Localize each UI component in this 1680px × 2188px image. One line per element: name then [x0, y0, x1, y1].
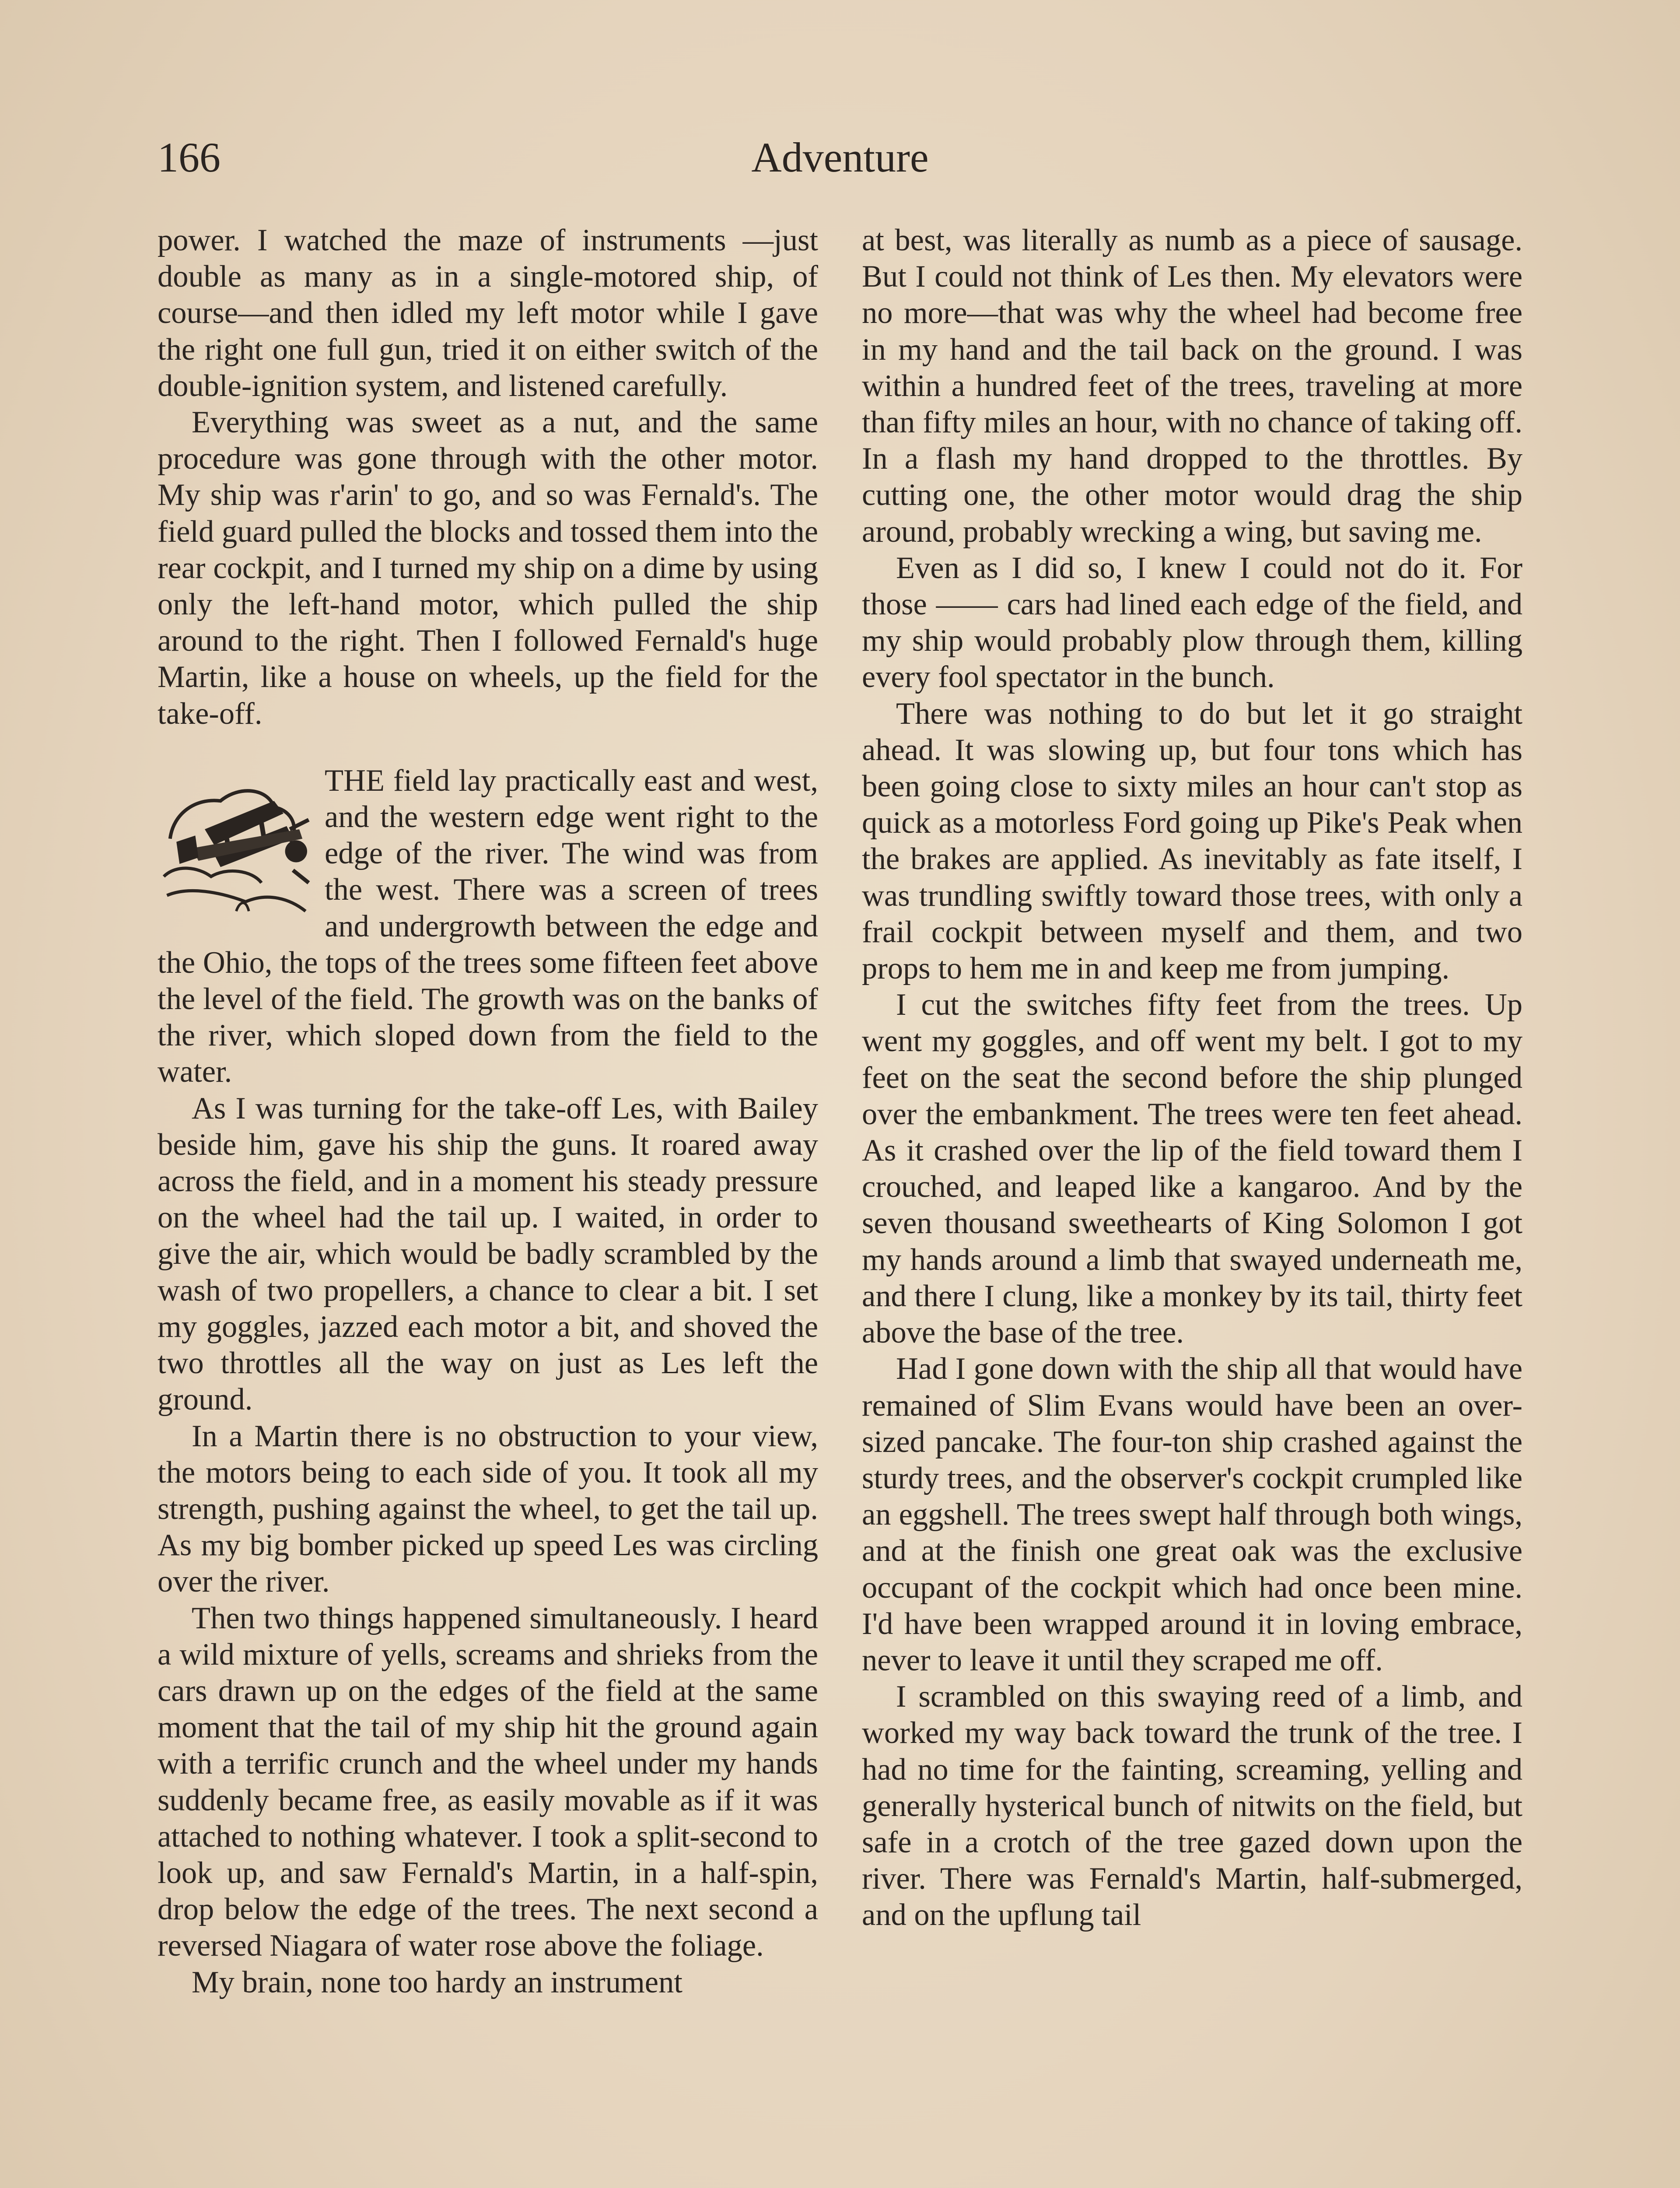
- paragraph: Everything was sweet as a nut, and the same procedure was gone through with the other motor. My ship was r'arin' to go, and so was Fernald's. The field guard pulled the blocks and tossed them into the rear cockpit, and I turned my ship on a dime by using only the left-hand motor, which pulled the ship around to the right. Then I followed Fernald's huge Martin, like a house on wheels, up the field for the take-off.: [158, 405, 818, 731]
- paragraph: Even as I did so, I knew I could not do it. For those —— cars had lined each edge of the field, and my ship would probably plow through them, killing every fool spectator in the bunch.: [862, 551, 1522, 694]
- page-number: 166: [158, 134, 220, 181]
- airplane-illustration-icon: [158, 766, 315, 924]
- paragraph: I scrambled on this swaying reed of a limb, and worked my way back toward the trunk of the tree. I had no time for the fainting, screaming, yelling and generally hysterical bunch of nitwits on the field, but safe in a crotch of the tree gazed down upon the river. There was Fernald's Martin, half-submerged, and on the upflung tail: [862, 1680, 1522, 1932]
- section-break: [158, 732, 818, 763]
- paragraph: There was nothing to do but let it go straight ahead. It was slowing up, but four tons which has been going close to sixty miles an hour can't stop as quick as a motorless Ford going up Pike's Peak when the brakes are applied. As inevitably as fate itself, I was trundling swiftly toward those trees, with only a frail cockpit between myself and them, and two props to hem me in and keep me from jumping.: [862, 696, 1522, 986]
- paragraph: My brain, none too hardy an instrument: [192, 1965, 682, 1999]
- page-header: [158, 127, 1522, 188]
- paragraph: I cut the switches fifty feet from the trees. Up went my goggles, and off went my belt. I got to my feet on the seat the second before the ship plunged over the embankment. The trees were ten feet ahead. As it crashed over the lip of the field toward them I crouched, and leaped like a kangaroo. And by the seven thousand sweethearts of King Solomon I got my hands around a limb that swayed underneath me, and there I clung, like a monkey by its tail, thirty feet above the base of the tree.: [862, 988, 1522, 1350]
- section-opening: [158, 763, 818, 1090]
- left-column: [158, 222, 818, 2188]
- paragraph: Had I gone down with the ship all that would have remained of Slim Evans would have been an over-sized pancake. The four-ton ship crashed against the sturdy trees, and the observer's cockpit crumpled like an eggshell. The trees swept half through both wings, and at the finish one great oak was the exclusive occupant of the cockpit which had once been mine. I'd have been wrapped around it in loving embrace, never to leave it until they scraped me off.: [862, 1352, 1522, 1677]
- paragraph: Then two things happened simultaneously. I heard a wild mixture of yells, screams and shrieks from the cars drawn up on the edges of the field at the same moment that the tail of my ship hit the ground again with a terrific crunch and the wheel under my hands suddenly became free, as easily movable as if it was attached to nothing whatever. I took a split-second to look up, and saw Fernald's Martin, in a half-spin, drop below the edge of the trees. The next second a reversed Niagara of water rose above the foliage.: [158, 1601, 818, 1963]
- paragraph: THE field lay practically east and west, and the western edge went right to the edge of the river. The wind was from the west. There was a screen of trees and undergrowth between the edge and the Ohio, the tops of the trees some fifteen feet above the level of the field. The growth was on the banks of the river, which sloped down from the field to the water.: [158, 763, 818, 1089]
- paragraph: In a Martin there is no obstruction to your view, the motors being to each side of you. It took all my strength, pushing against the wheel, to get the tail up. As my big bomber picked up speed Les was circling over the river.: [158, 1419, 818, 1599]
- paragraph: As I was turning for the take-off Les, with Bailey beside him, gave his ship the guns. It roared away across the field, and in a moment his steady pressure on the wheel had the tail up. I waited, in order to give the air, which would be badly scrambled by the wash of two propellers, a chance to clear a bit. I set my goggles, jazzed each motor a bit, and shoved the two throttles all the way on just as Les left the ground.: [158, 1091, 818, 1417]
- running-title: Adventure: [751, 134, 929, 181]
- right-column: [862, 222, 1522, 2188]
- paragraph: at best, was literally as numb as a piece of sausage. But I could not think of Les then. My elevators were no more—that was why the wheel had become free in my hand and the tail back on the ground. I was within a hundred feet of the trees, traveling at more than fifty miles an hour, with no chance of taking off. In a flash my hand dropped to the throttles. By cutting one, the other motor would drag the ship around, probably wrecking a wing, but saving me.: [862, 223, 1522, 549]
- paragraph: power. I watched the maze of instruments —just double as many as in a single-motored ship, of course—and then idled my left motor while I gave the right one full gun, tried it on either switch of the double-ignition system, and listened carefully.: [158, 223, 818, 403]
